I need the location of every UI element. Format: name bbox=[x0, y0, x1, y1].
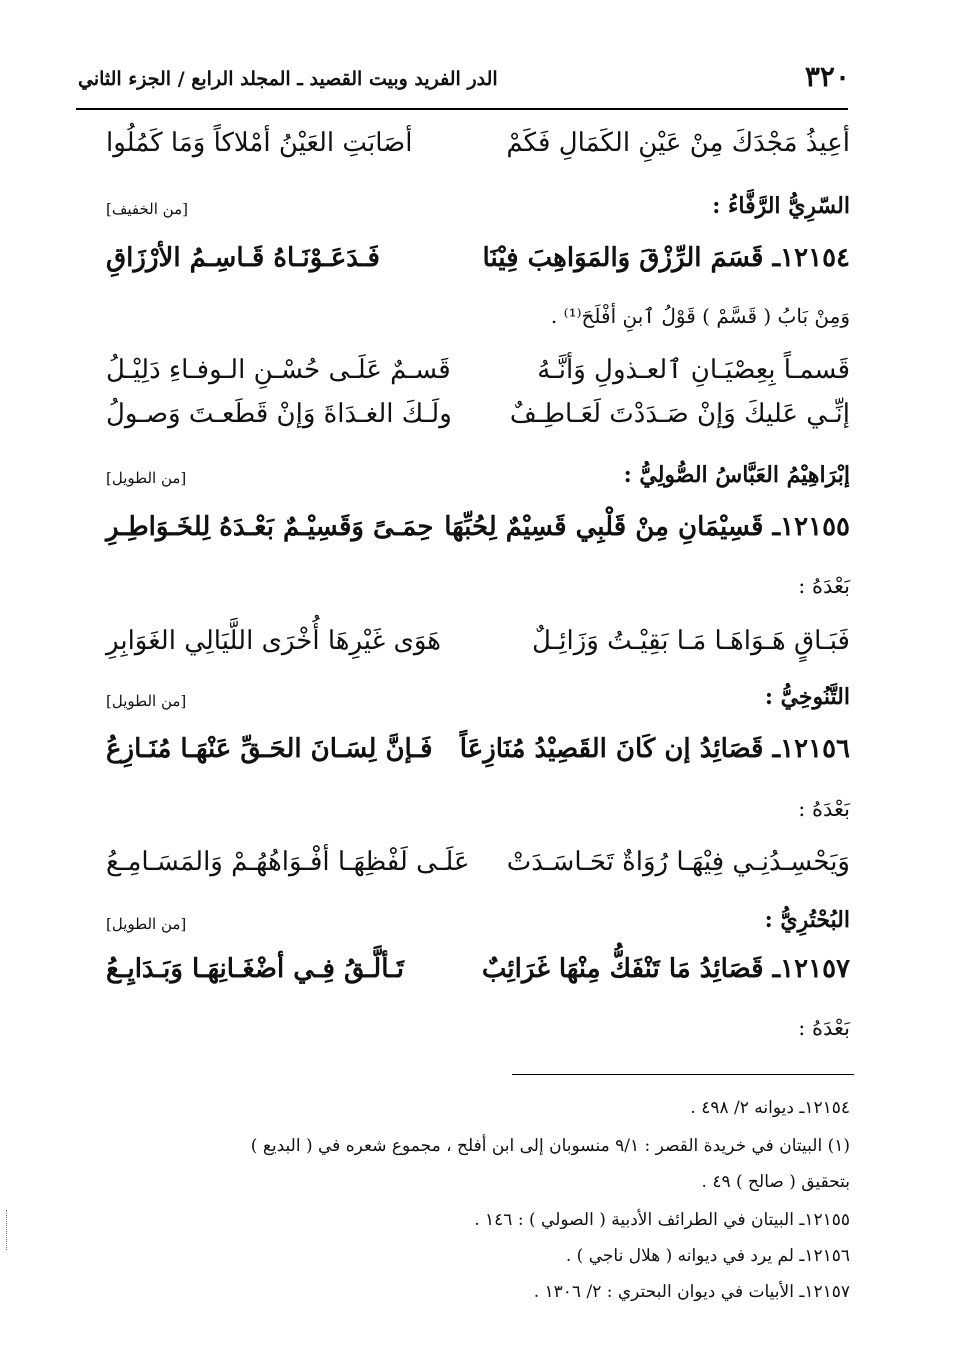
meter-label: [من الطويل] bbox=[106, 469, 187, 487]
numbered-verse-first: ١٢١٥٥ـ قَسِيْمَانِ مِنْ قَلْبِي قَسِيْمٌ لِحُبِّهَا bbox=[444, 512, 850, 542]
verse-hemistich-second: هَوَى غَيْرِهَا أُخْرَى اللَّيَالِي الغَوَابِرِ bbox=[106, 626, 442, 656]
verse-hemistich-first: فَبَـاقٍ هَـوَاهَـا مَـا بَقِيْـتُ وَزَائِـلٌ bbox=[531, 626, 850, 656]
meter-label: [من الطويل] bbox=[106, 692, 187, 710]
poet-name: السّرِيُّ الرَّفَّاءُ : bbox=[712, 193, 850, 219]
intro-line: وَمِنْ بَابُ ( قَسَّمْ ) قَوْلُ ٱبنِ أفْلَحَ⁽¹⁾ . bbox=[550, 304, 850, 328]
footnote-continuation: بتحقيق ( صالح ) ٤٩ . bbox=[701, 1172, 850, 1192]
scan-margin-mark bbox=[6, 1210, 11, 1250]
numbered-verse-first: ١٢١٥٦ـ قَصَائِدُ إن كَانَ القَصِيْدُ مُنَازِعَاً bbox=[459, 734, 850, 764]
meter-label: [من الخفيف] bbox=[106, 200, 188, 218]
poet-name: التَّنُوخِيُّ : bbox=[764, 684, 850, 710]
footnote: ١٢١٥٦ـ لم يرد في ديوانه ( هلال ناجي ) . bbox=[565, 1246, 850, 1266]
after-label: بَعْدَهُ : bbox=[798, 797, 850, 821]
numbered-verse-second: تَـألَّـقُ فِـي أضْغَـانِهَـا وَبَـدَايِـعُ bbox=[106, 954, 404, 984]
verse-hemistich-second: عَلَـى لَفْظِهَـا أفْـوَاهُهُـمْ وَالمَسَـامِـعُ bbox=[106, 847, 470, 877]
poet-name: البُحْتُرِيُّ : bbox=[764, 907, 850, 933]
meter-label: [من الطويل] bbox=[106, 915, 187, 933]
page-number: ٣٢٠ bbox=[804, 60, 850, 93]
numbered-verse-second: حِمَـىً وَقَسِيْـمٌ بَعْـدَهُ لِلخَـوَاطِـرِ bbox=[106, 512, 434, 542]
running-header bbox=[78, 56, 850, 106]
numbered-verse-second: فَـإنَّ لِسَـانَ الحَـقِّ عَنْهَـا مُنَـازِعُ bbox=[106, 734, 433, 764]
poet-name: إبْرَاهِيْمُ العَبَّاسُ الصُّولِيُّ : bbox=[623, 462, 850, 488]
footnote: ١٢١٥٧ـ الأبيات في ديوان البحتري : ٢/ ١٣٠٦ . bbox=[533, 1282, 850, 1302]
footnote: (١) البيتان في خريدة القصر : ٩/١ منسوبان إلى ابن أفلح ، مجموع شعره في ( البديع ) bbox=[250, 1136, 850, 1156]
verse-hemistich-second: ولَـكَ الغـدَاةَ وَإنْ قَطَعـتَ وَصـولُ bbox=[106, 399, 452, 429]
numbered-verse-first: ١٢١٥٤ـ قَسَمَ الرِّزْقَ وَالمَوَاهِبَ فِيْنَا bbox=[482, 243, 850, 273]
after-label: بَعْدَهُ : bbox=[798, 574, 850, 598]
verse-hemistich-first: إنِّـي عَليكَ وَإنْ صَـدَدْتَ لَعَـاطِـفٌ bbox=[509, 399, 850, 429]
footnote: ١٢١٥٤ـ ديوانه ٢/ ٤٩٨ . bbox=[690, 1098, 850, 1118]
after-label: بَعْدَهُ : bbox=[798, 1016, 850, 1040]
verse-hemistich-first: وَيَحْسِـدُنِـي فِيْهَـا رُوَاةٌ تَحَـاسَـدَتْ bbox=[506, 847, 850, 877]
numbered-verse-second: فَـدَعَـوْنَـاهُ قَـاسِـمُ الأرْزَاقِ bbox=[106, 243, 380, 273]
footnote: ١٢١٥٥ـ البيتان في الطرائف الأدبية ( الصولي ) : ١٤٦ . bbox=[474, 1210, 850, 1230]
verse-hemistich-first: قَسمـاً بِعِصْيَـانِ ٱلعـذولِ وَأنَّـهُ bbox=[537, 355, 850, 385]
footnote-rule bbox=[512, 1074, 854, 1075]
numbered-verse-first: ١٢١٥٧ـ قَصَائِدُ مَا تَنْفَكُّ مِنْهَا غَرَائِبٌ bbox=[481, 954, 850, 984]
running-title: الدر الفريد وبيت القصيد ـ المجلد الرابع / الجزء الثاني bbox=[78, 68, 498, 90]
verse-hemistich-second: أصَابَتِ العَيْنُ أمْلاكاً وَمَا كَمُلُوا bbox=[106, 128, 413, 158]
verse-hemistich-second: قَسـمٌ عَلَـى حُسْـنِ الـوفـاءِ دَلِيْـلُ bbox=[106, 355, 451, 385]
header-rule bbox=[76, 108, 848, 110]
verse-hemistich-first: أعِيذُ مَجْدَكَ مِنْ عَيْنِ الكَمَالِ فَكَمْ bbox=[506, 128, 850, 158]
